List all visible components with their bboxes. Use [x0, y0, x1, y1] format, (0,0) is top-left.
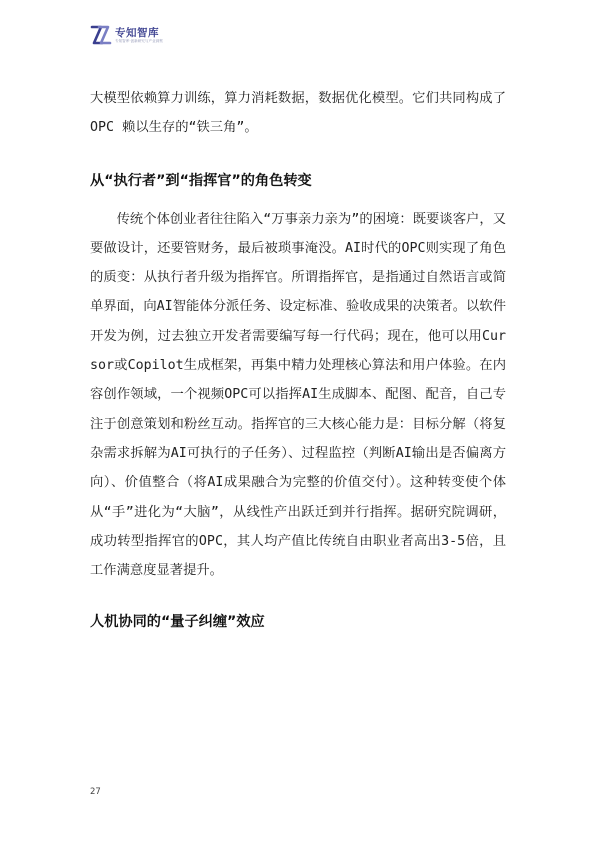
paragraph-role-shift: 传统个体创业者往往陷入“万事亲力亲为”的困境：既要谈客户，又要做设计，还要管财务，最后被琐事淹没。AI时代的OPC则实现了角色的质变：从执行者升级为指挥官。所谓指挥官，是指通过自然语言或简单界面，向AI智能体分派任务、设定标准、验收成果的决策者。以软件开发为例，过去独立开发者需要编写每一行代码；现在，他可以用Cursor或Copilot生成框架，再集中精力处理核心算法和用户体验。在内容创作领域，一个视频OPC可以指挥AI生成脚本、配图、配音，自己专注于创意策划和粉丝互动。指挥官的三大核心能力是：目标分解（将复杂需求拆解为AI可执行的子任务）、过程监控（判断AI输出是否偏离方向）、价值整合（将AI成果融合为完整的价值交付）。这种转变使个体从“手”进化为“大脑”，从线性产出跃迁到并行指挥。据研究院调研，成功转型指挥官的OPC，其人均产值比传统自由职业者高出3-5倍，且工作满意度显著提升。 [90, 211, 506, 579]
section-heading-role-shift: 从“执行者”到“指挥官”的角色转变 [90, 172, 312, 189]
page-number: 27 [90, 787, 101, 797]
logo-subtitle: 专知智库·创新研究与产业洞察 [115, 38, 163, 43]
header-logo [90, 22, 163, 48]
document-body [90, 84, 506, 632]
zz-logo-icon [90, 24, 112, 46]
section-heading-entanglement: 人机协同的“量子纠缠”效应 [90, 614, 265, 631]
paragraph-intro: 大模型依赖算力训练，算力消耗数据，数据优化模型。它们共同构成了 OPC 赖以生存的“铁三角”。 [90, 91, 506, 136]
logo-text [115, 27, 163, 44]
logo-title: 专知智库 [115, 26, 159, 39]
